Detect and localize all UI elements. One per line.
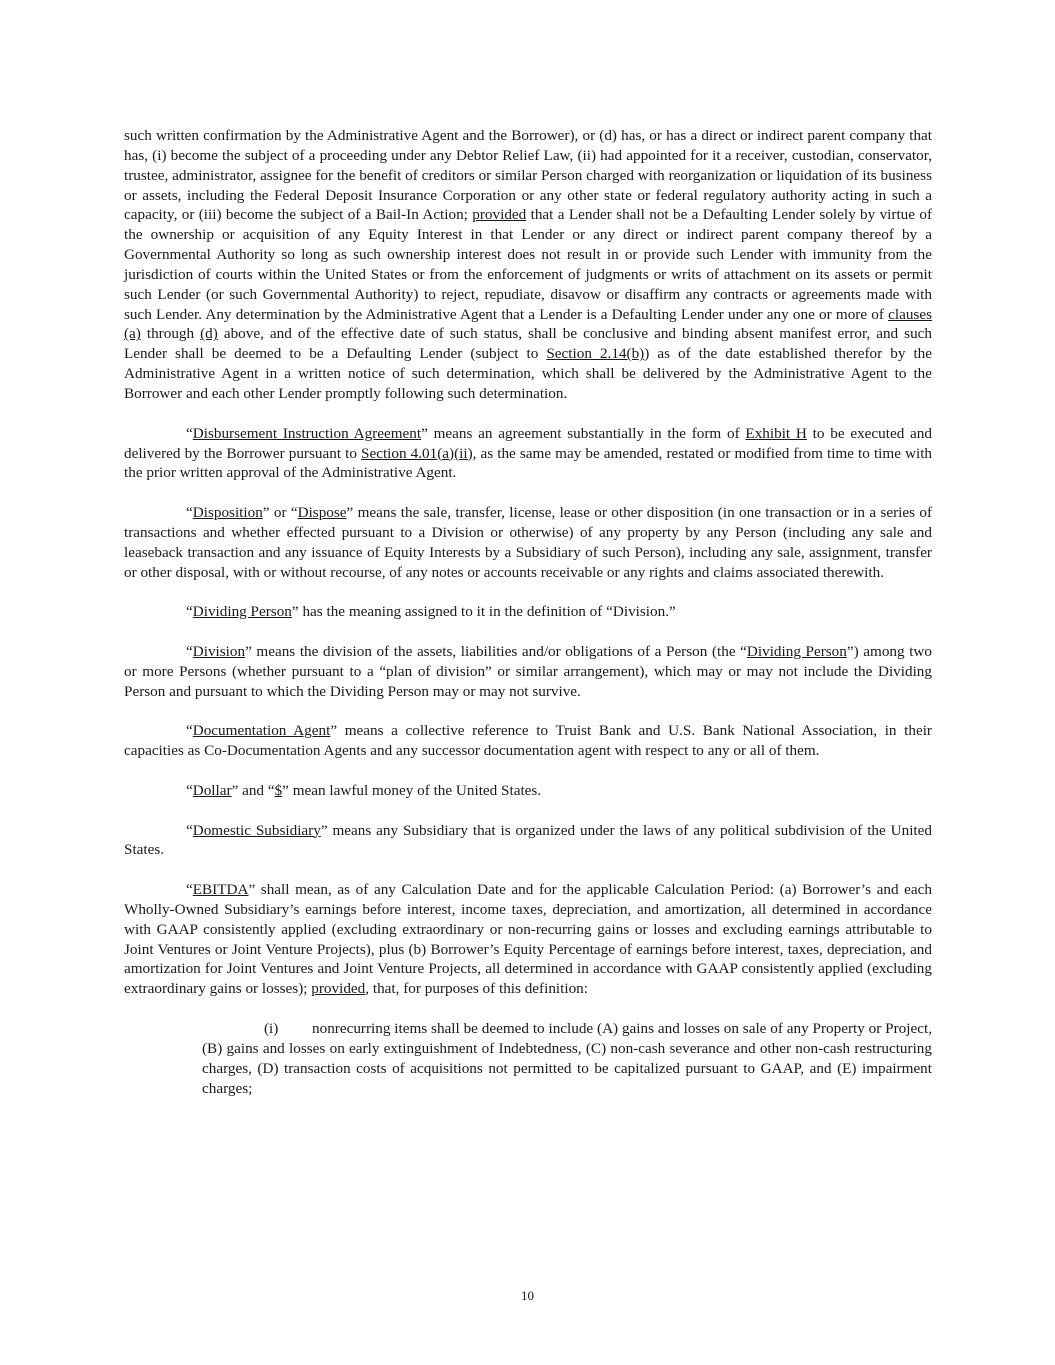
defaulting-lender-continuation: such written confirmation by the Administrative Agent and the Borrower), or (d) has, or has a direct or indirect parent company that has, (i) become the subject of a proceeding under any Debtor Relief Law, (ii) had appointed for it a receiver, custodian, conservator, trustee, administrator, assignee for the benefit of creditors or similar Person charged with reorganization or liquidation of its business or assets, including the Federal Deposit Insurance Corporation or any other state or federal regulatory authority acting in such a capacity, or (iii) become the subject of a Bail-In Action; provided that a Lender shall not be a Defaulting Lender solely by virtue of the ownership or acquisition of any Equity Interest in that Lender or any direct or indirect parent company thereof by a Governmental Authority so long as such ownership interest does not result in or provide such Lender with immunity from the jurisdiction of courts within the United States or from the enforcement of judgments or writs of attachment on its assets or permit such Lender (or such Governmental Authority) to reject, repudiate, disavow or disaffirm any contracts or agreements made with such Lender. Any determination by the Administrative Agent that a Lender is a Defaulting Lender under any one or more of clauses (a) through (d) above, and of the effective date of such status, shall be conclusive and binding absent manifest error, and such Lender shall be deemed to be a Defaulting Lender (subject to Section 2.14(b)) as of the date established therefor by the Administrative Agent in a written notice of such determination, which shall be delivered by the Administrative Agent to the Borrower and each other Lender promptly following such determination.: [124, 127, 933, 402]
defined-term: Domestic Subsidiary: [192, 821, 321, 839]
xref-provided: provided: [472, 206, 527, 224]
defined-term: Division: [192, 642, 246, 660]
clause-text: nonrecurring items shall be deemed to include (A) gains and losses on sale of any Property or Project, (B) gains and losses on early extinguishment of Indebtedness, (C) non-cash severance and other non-cash restructuring charges, (D) transaction costs of acquisitions not permitted to be capitalized pursuant to GAAP, and (E) impairment charges;: [202, 1019, 932, 1097]
document-body: [124, 126, 932, 1118]
definition-disposition: “Disposition” or “Dispose” means the sale, transfer, license, lease or other disposition (in one transaction or in a series of transactions and whether effected pursuant to a Division or otherwise) of any property by any Person (including any sale and leaseback transaction and any issuance of Equity Interests by a Subsidiary of such Person), including any sale, assignment, transfer or other disposal, with or without recourse, of any notes or accounts receivable or any rights and claims associated therewith.: [124, 504, 932, 581]
definition-division: “Division” means the division of the assets, liabilities and/or obligations of a Person (the “Dividing Person”) among two or more Persons (whether pursuant to a “plan of division” or similar arrangement), which may or may not include the Dividing Person and pursuant to which the Dividing Person may or may not survive.: [124, 642, 932, 700]
defined-term: Dispose: [297, 504, 347, 522]
defined-term: Dollar: [192, 781, 232, 799]
defined-term: $: [274, 781, 283, 799]
xref-clause-d: (d): [200, 325, 218, 343]
xref-section-4-01: Section 4.01(a)(ii): [361, 444, 473, 462]
definition-documentation-agent: “Documentation Agent” means a collective reference to Truist Bank and U.S. Bank National Association, in their capacities as Co-Documentation Agents and any successor documentation agent with respect to any or all of them.: [124, 722, 932, 760]
definition-domestic-subsidiary: “Domestic Subsidiary” means any Subsidiary that is organized under the laws of any political subdivision of the United States.: [124, 821, 932, 859]
xref-exhibit-h: Exhibit H: [745, 424, 807, 442]
clause-label: (i): [264, 1019, 279, 1037]
xref-clauses-a: clauses (a): [124, 305, 932, 343]
definition-dividing-person: “Dividing Person” has the meaning assigned to it in the definition of “Division.”: [186, 603, 676, 621]
defined-term: Dividing Person: [192, 603, 292, 621]
definition-ebitda: “EBITDA” shall mean, as of any Calculation Date and for the applicable Calculation Period: (a) Borrower’s and each Wholly-Owned Subsidiary’s earnings before interest, income taxes, depreciation, and amortization, all determined in accordance with GAAP consistently applied (excluding extraordinary or non-recurring gains or losses and excluding earnings attributable to Joint Ventures or Joint Venture Projects), plus (b) Borrower’s Equity Percentage of earnings before interest, taxes, depreciation, and amortization for Joint Ventures and Joint Venture Projects, all determined in accordance with GAAP consistently applied (excluding extraordinary gains or losses); provided, that, for purposes of this definition:: [124, 881, 932, 998]
xref-provided: provided: [311, 980, 366, 998]
defined-term: Dividing Person: [746, 642, 847, 660]
xref-section-2-14-b: Section 2.14(b): [546, 345, 645, 363]
defined-term: EBITDA: [192, 881, 249, 899]
ebitda-clause-i: [202, 1019, 932, 1098]
defined-term: Disposition: [192, 504, 263, 522]
definition-dollar: “Dollar” and “$” mean lawful money of the United States.: [186, 781, 542, 799]
defined-term: Documentation Agent: [192, 722, 331, 740]
defined-term: Disbursement Instruction Agreement: [192, 424, 422, 442]
page-number: 10: [521, 1288, 534, 1303]
definition-disbursement-instruction-agreement: “Disbursement Instruction Agreement” means an agreement substantially in the form of Exhibit H to be executed and delivered by the Borrower pursuant to Section 4.01(a)(ii), as the same may be amended, restated or modified from time to time with the prior written approval of the Administrative Agent.: [124, 424, 933, 482]
